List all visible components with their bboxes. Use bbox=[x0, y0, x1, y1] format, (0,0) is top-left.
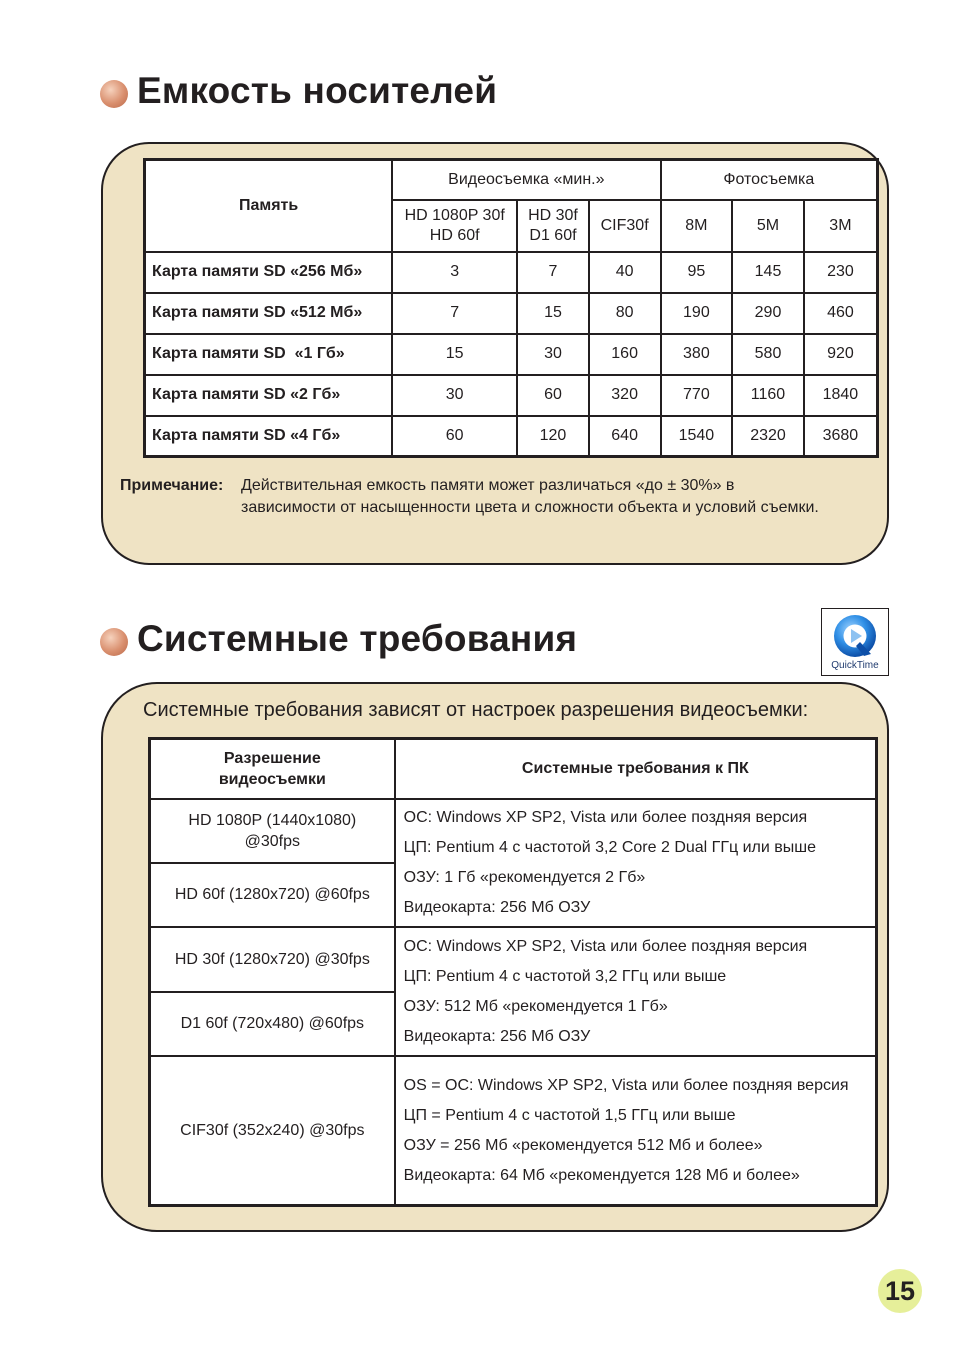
resolution-cell: HD 60f (1280x720) @60fps bbox=[150, 863, 395, 927]
table-cell: 15 bbox=[392, 334, 517, 375]
quicktime-logo bbox=[821, 608, 889, 676]
table-cell: 1540 bbox=[661, 416, 733, 457]
col-header: 5M bbox=[732, 200, 804, 252]
note-label: Примечание: bbox=[120, 477, 224, 494]
requirements-cell bbox=[395, 927, 877, 1056]
table-cell: 30 bbox=[392, 375, 517, 416]
requirements-cell bbox=[395, 1056, 877, 1206]
resolution-cell: HD 1080P (1440x1080) @30fps bbox=[150, 799, 395, 863]
table-cell: 160 bbox=[589, 334, 661, 375]
table-row bbox=[145, 375, 878, 416]
table-cell: 1840 bbox=[804, 375, 878, 416]
resolution-header: Разрешение видеосъемки bbox=[150, 739, 395, 799]
table-cell: 40 bbox=[589, 252, 661, 293]
table-cell: 770 bbox=[661, 375, 733, 416]
table-cell: 60 bbox=[517, 375, 589, 416]
resolution-cell: D1 60f (720x480) @60fps bbox=[150, 992, 395, 1056]
page-number: 15 bbox=[878, 1269, 922, 1313]
table-row bbox=[145, 416, 878, 457]
table-cell: 380 bbox=[661, 334, 733, 375]
table-cell: 640 bbox=[589, 416, 661, 457]
requirement-line: ЦП: Pentium 4 с частотой 3,2 Core 2 Dual ГГц или выше bbox=[403, 839, 816, 856]
video-group-header: Видеосъемка «мин.» bbox=[392, 160, 660, 200]
requirement-line: OS = ОС: Windows XP SP2, Vista или более поздняя версия bbox=[403, 1076, 849, 1094]
table-row bbox=[150, 927, 877, 992]
memory-header: Память bbox=[145, 160, 393, 252]
photo-group-header: Фотосъемка bbox=[661, 160, 878, 200]
table-cell: 190 bbox=[661, 293, 733, 334]
table-cell: 230 bbox=[804, 252, 878, 293]
table-row bbox=[150, 1056, 877, 1206]
col-header: HD 30f D1 60f bbox=[517, 200, 589, 252]
table-cell: 460 bbox=[804, 293, 878, 334]
table-cell: 1160 bbox=[732, 375, 804, 416]
table-cell: 2320 bbox=[732, 416, 804, 457]
section-title-requirements: Системные требования bbox=[137, 618, 578, 659]
resolution-cell: CIF30f (352x240) @30fps bbox=[150, 1056, 395, 1206]
table-cell: 7 bbox=[517, 252, 589, 293]
requirements-header: Системные требования к ПК bbox=[395, 739, 877, 799]
section-bullet-icon bbox=[100, 80, 128, 108]
requirement-line: ОС: Windows XP SP2, Vista или более поздняя версия bbox=[403, 809, 808, 826]
requirement-line: ОС: Windows XP SP2, Vista или более поздняя версия bbox=[403, 937, 808, 955]
row-label: Карта памяти SD «1 Гб» bbox=[145, 334, 393, 375]
col-header: 8M bbox=[661, 200, 733, 252]
requirement-line: ЦП: Pentium 4 с частотой 3,2 ГГц или выше bbox=[403, 967, 727, 985]
note-text: Действительная емкость памяти может различаться «до ± 30%» в зависимости от насыщенности цвета и сложности объекта и условий съемки. bbox=[241, 477, 819, 516]
requirement-line: ОЗУ = 256 Мб «рекомендуется 512 Мб и более» bbox=[403, 1136, 763, 1154]
row-label: Карта памяти SD «512 Мб» bbox=[145, 293, 393, 334]
table-cell: 7 bbox=[392, 293, 517, 334]
row-label: Карта памяти SD «256 Мб» bbox=[145, 252, 393, 293]
row-label: Карта памяти SD «2 Гб» bbox=[145, 375, 393, 416]
table-cell: 580 bbox=[732, 334, 804, 375]
col-header: CIF30f bbox=[589, 200, 661, 252]
requirement-line: ОЗУ: 1 Гб «рекомендуется 2 Гб» bbox=[403, 869, 646, 886]
requirement-line: ОЗУ: 512 Мб «рекомендуется 1 Гб» bbox=[403, 997, 668, 1015]
requirement-line: ЦП = Pentium 4 с частотой 1,5 ГГц или выше bbox=[403, 1106, 736, 1124]
resolution-cell: HD 30f (1280x720) @30fps bbox=[150, 927, 395, 992]
table-cell: 60 bbox=[392, 416, 517, 457]
col-header: HD 1080P 30f HD 60f bbox=[392, 200, 517, 252]
requirement-line: Видеокарта: 64 Мб «рекомендуется 128 Мб и более» bbox=[403, 1166, 800, 1184]
requirement-line: Видеокарта: 256 Мб ОЗУ bbox=[403, 899, 591, 916]
row-label: Карта памяти SD «4 Гб» bbox=[145, 416, 393, 457]
requirements-intro: Системные требования зависят от настроек разрешения видеосъемки: bbox=[143, 699, 809, 721]
requirements-cell bbox=[395, 799, 877, 927]
table-row bbox=[145, 252, 878, 293]
table-cell: 3 bbox=[392, 252, 517, 293]
quicktime-label: QuickTime bbox=[831, 660, 879, 671]
table-row bbox=[145, 293, 878, 334]
section-bullet-icon bbox=[100, 628, 128, 656]
table-cell: 30 bbox=[517, 334, 589, 375]
table-cell: 120 bbox=[517, 416, 589, 457]
requirements-table bbox=[148, 737, 878, 1207]
table-cell: 320 bbox=[589, 375, 661, 416]
table-cell: 920 bbox=[804, 334, 878, 375]
capacity-table bbox=[143, 158, 879, 458]
requirement-line: Видеокарта: 256 Мб ОЗУ bbox=[403, 1027, 591, 1045]
quicktime-logo-icon bbox=[822, 609, 888, 661]
table-row bbox=[145, 334, 878, 375]
table-cell: 145 bbox=[732, 252, 804, 293]
table-cell: 3680 bbox=[804, 416, 878, 457]
table-row bbox=[150, 799, 877, 863]
section-title-capacity: Емкость носителей bbox=[137, 70, 498, 111]
table-cell: 15 bbox=[517, 293, 589, 334]
table-cell: 95 bbox=[661, 252, 733, 293]
table-cell: 290 bbox=[732, 293, 804, 334]
col-header: 3M bbox=[804, 200, 878, 252]
table-cell: 80 bbox=[589, 293, 661, 334]
